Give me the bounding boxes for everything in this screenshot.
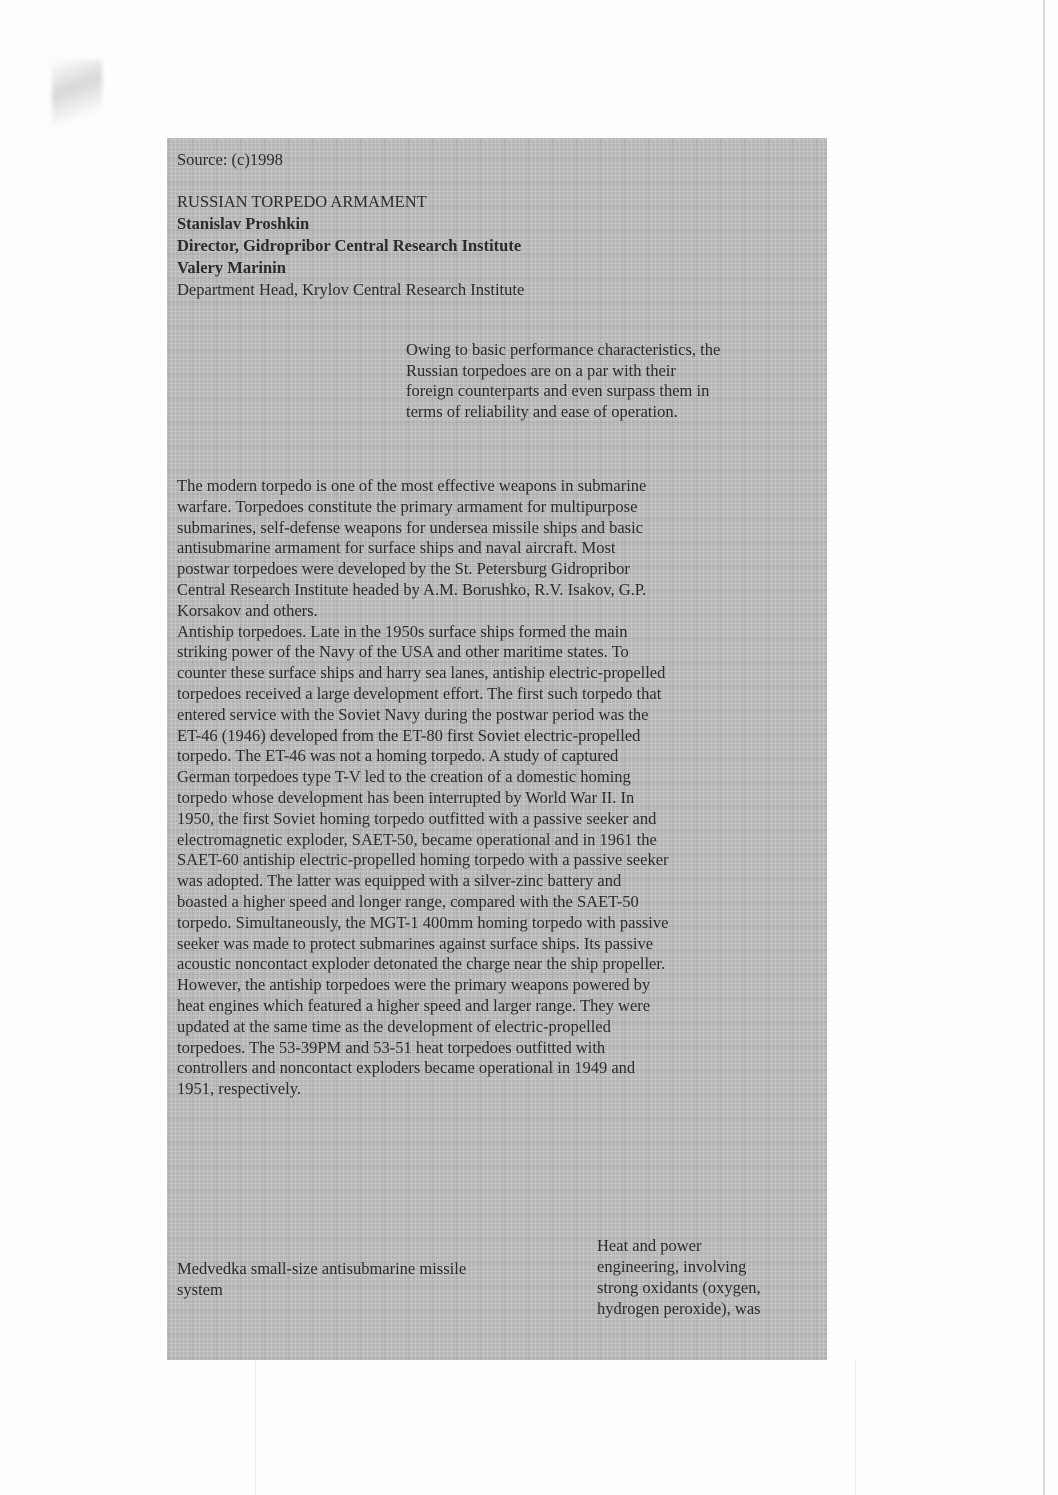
abstract-line: foreign counterparts and even surpass them in (406, 381, 710, 400)
abstract (406, 340, 816, 422)
right-column-line: Heat and power (597, 1236, 702, 1255)
body-line: Antiship torpedoes. Late in the 1950s surface ships formed the main (177, 621, 628, 641)
right-column-line: hydrogen peroxide), was (597, 1299, 761, 1318)
body-line: torpedo. Simultaneously, the MGT-1 400mm homing torpedo with passive (177, 912, 669, 932)
right-column-line: strong oxidants (oxygen, (597, 1278, 761, 1297)
scan-smudge (52, 60, 102, 130)
image-caption (177, 1258, 567, 1300)
faint-fold-line-right (855, 1360, 856, 1495)
abstract-line: Owing to basic performance characteristics, the (406, 340, 721, 359)
author-2-name: Valery Marinin (177, 258, 286, 277)
body-line: antisubmarine armament for surface ships and naval aircraft. Most (177, 538, 616, 558)
body-line: Central Research Institute headed by A.M. Borushko, R.V. Isakov, G.P. (177, 579, 647, 599)
body-line: 1950, the first Soviet homing torpedo outfitted with a passive seeker and (177, 808, 657, 828)
body-line: electromagnetic exploder, SAET-50, became operational and in 1961 the (177, 829, 657, 849)
abstract-line: terms of reliability and ease of operation. (406, 401, 678, 421)
body-line: warfare. Torpedoes constitute the primary armament for multipurpose (177, 496, 638, 516)
abstract-line: Russian torpedoes are on a par with their (406, 360, 676, 380)
body-line: torpedoes received a large development effort. The first such torpedo that (177, 683, 662, 703)
faint-fold-line-left (255, 1360, 256, 1495)
body-line: postwar torpedoes were developed by the St. Petersburg Gidropribor (177, 559, 630, 579)
scan-edge-line (1043, 0, 1045, 1495)
body-line: However, the antiship torpedoes were the primary weapons powered by (177, 975, 651, 995)
body-line: heat engines which featured a higher speed and larger range. They were (177, 995, 651, 1015)
body-line: striking power of the Navy of the USA and other maritime states. To (177, 642, 629, 662)
body-line: boasted a higher speed and longer range, compared with the SAET-50 (177, 891, 639, 911)
body-line: torpedo. The ET-46 was not a homing torpedo. A study of captured (177, 746, 619, 766)
body-line: The modern torpedo is one of the most effective weapons in submarine (177, 476, 647, 495)
article-body (177, 476, 822, 1100)
body-line: 1951, respectively. (177, 1079, 302, 1099)
caption-line: system (177, 1280, 223, 1299)
body-line: SAET-60 antiship electric-propelled homing torpedo with a passive seeker (177, 850, 669, 870)
body-line: torpedoes. The 53-39PM and 53-51 heat torpedoes outfitted with (177, 1037, 606, 1057)
body-line: torpedo whose development has been interrupted by World War II. In (177, 787, 635, 807)
author-1-role: Director, Gidropribor Central Research Institute (177, 236, 522, 255)
body-line: updated at the same time as the development of electric-propelled (177, 1016, 611, 1036)
right-column-line: engineering, involving (597, 1257, 747, 1276)
body-line: German torpedoes type T-V led to the creation of a domestic homing (177, 767, 631, 787)
article-title: RUSSIAN TORPEDO ARMAMENT (177, 192, 427, 211)
body-line: was adopted. The latter was equipped with a silver-zinc battery and (177, 871, 622, 891)
body-line: controllers and noncontact exploders became operational in 1949 and (177, 1058, 636, 1078)
caption-line: Medvedka small-size antisubmarine missile (177, 1259, 467, 1278)
body-line: ET-46 (1946) developed from the ET-80 first Soviet electric-propelled (177, 725, 641, 745)
body-line: acoustic noncontact exploder detonated the charge near the ship propeller. (177, 954, 666, 974)
body-line: submarines, self-defense weapons for undersea missile ships and basic (177, 517, 643, 537)
author-1-name: Stanislav Proshkin (177, 214, 310, 233)
body-line: Korsakov and others. (177, 600, 318, 620)
author-2-role: Department Head, Krylov Central Research Institute (177, 280, 525, 299)
body-line: counter these surface ships and harry sea lanes, antiship electric-propelled (177, 663, 666, 683)
right-column-text (597, 1235, 817, 1319)
source-line: Source: (c)1998 (177, 150, 283, 169)
body-line: entered service with the Soviet Navy during the postwar period was the (177, 704, 649, 724)
body-line: seeker was made to protect submarines against surface ships. Its passive (177, 933, 654, 953)
